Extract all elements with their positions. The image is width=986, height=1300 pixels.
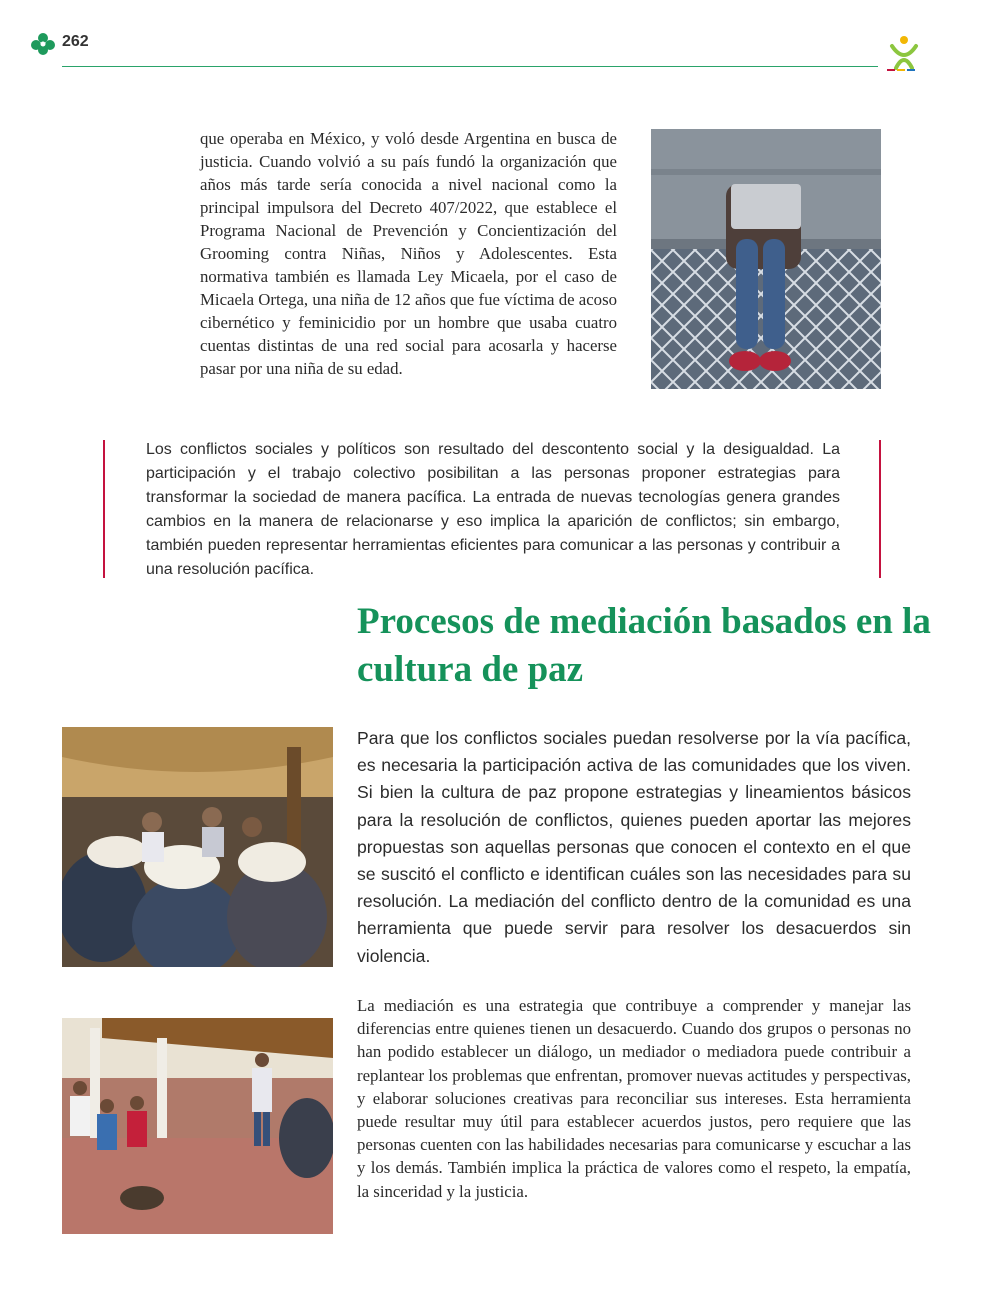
summary-right-bar (879, 440, 881, 578)
intro-paragraph: que operaba en México, y voló desde Argentina en busca de justicia. Cuando volvió a su país fundó la organización que años más tarde sería conocida a nivel nacional como la principal impulsora del Decreto 407/2022, que establece el Programa Nacional de Prevención y Concientización del Grooming contra Niñas, Niños y Adolescentes. Esta normativa también es llamada Ley Micaela, por el caso de Micaela Ortega, una niña de 12 años que fue víctima de acoso cibernético y feminicidio por un hombre que usaba cuatro cuentas distintas de una red social para acosarla y hacerse pasar por una niña de su edad. (200, 129, 617, 378)
mediation-paragraph-2: La mediación es una estrategia que contribuye a comprender y manejar las diferencias entre quienes tienen un desacuerdo. Cuando dos grupos o personas no han podido establecer un diálogo, un mediador o mediadora puede contribuir a replantear los problemas que enfrentan, promover nuevas actitudes y perspectivas, y elaborar soluciones creativas para reconciliar sus intereses. Esta herramienta puede resultar muy útil para establecer acuerdos justos, pero requiere que las personas cuenten con las habilidades necesarias para comunicarse y escuchar a las y los demás. También implica la práctica de valores como el respeto, la empatía, la sinceridad y la justicia. (357, 996, 911, 1201)
mediation-paragraph-1: Para que los conflictos sociales puedan resolverse por la vía pacífica, es necesaria la participación activa de las comunidades que los viven. Si bien la cultura de paz propone estrategias y lineamientos básicos para la resolución de conflictos, quienes pueden aportar las mejores propuestas son aquellas personas que conocen el contexto en el que se suscitó el conflicto e identifican cuáles son las necesidades para su resolución. La mediación del conflicto dentro de la comunidad es una herramienta que puede servir para resolver los desacuerdos sin violencia. (357, 728, 911, 966)
flower-person-icon (884, 34, 924, 72)
clover-icon (30, 32, 56, 56)
photo-community-meeting-hats (62, 727, 333, 967)
photo-girl-with-laptop (651, 129, 881, 389)
section-title: Procesos de mediación basados en la cultura de paz (357, 601, 931, 690)
page-number: 262 (62, 33, 89, 50)
summary-paragraph: Los conflictos sociales y políticos son resultado del descontento social y la desigualdad. La participación y el trabajo colectivo posibilitan a las personas proponer estrategias para transformar la sociedad de manera pacífica. La entrada de nuevas tecnologías genera grandes cambios en la manera de relacionarse y eso implica la aparición de conflictos; sin embargo, también pueden representar herramientas eficientes para comunicar a las personas y contribuir a una resolución pacífica. (146, 441, 840, 578)
photo-community-meeting-patio (62, 1018, 333, 1234)
header-rule (62, 66, 878, 67)
summary-left-bar (103, 440, 105, 578)
